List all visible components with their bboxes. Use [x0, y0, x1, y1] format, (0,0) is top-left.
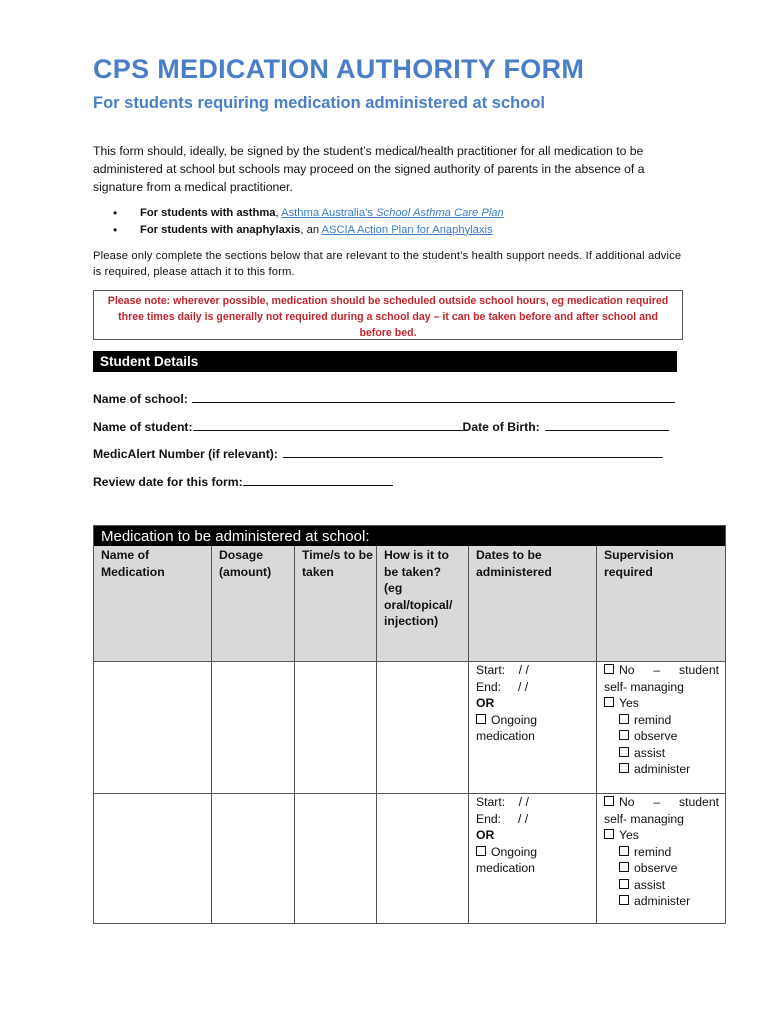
col-dosage: Dosage (amount) — [212, 546, 295, 661]
ongoing-checkbox[interactable] — [476, 846, 486, 856]
plan-bullet-list — [113, 205, 504, 238]
row2-times-cell[interactable] — [295, 793, 377, 923]
col-how-taken: How is it to be taken? (eg oral/topical/ injection) — [377, 546, 469, 661]
row2-how-cell[interactable] — [377, 793, 469, 923]
dob-label: Date of Birth: — [462, 420, 540, 434]
remind-checkbox[interactable] — [619, 846, 629, 856]
row2-dosage-cell[interactable] — [212, 793, 295, 923]
student-name-line[interactable] — [193, 418, 463, 431]
row1-dosage-cell[interactable] — [212, 661, 295, 793]
row2-dates-cell[interactable]: Start: / / End: / / OR Ongoing medication — [469, 793, 597, 923]
review-date-line[interactable] — [243, 473, 393, 486]
anaphylaxis-plan-link[interactable]: ASCIA Action Plan for Anaphylaxis — [321, 223, 493, 236]
row2-supervision-cell: No – student self- managing Yes remind observe assist administer — [597, 793, 725, 923]
list-item: • For students with asthma, Asthma Australia’s School Asthma Care Plan — [113, 205, 504, 222]
dob-line[interactable] — [545, 418, 669, 431]
intro-paragraph: This form should, ideally, be signed by the student’s medical/health practitioner for all medication to be administered at school but schools may proceed on the signed authority of parents in the absence of a signature from a medical practitioner. — [93, 144, 645, 194]
medicalert-field[interactable]: MedicAlert Number (if relevant): — [93, 445, 663, 461]
row1-times-cell[interactable] — [295, 661, 377, 793]
form-title: CPS MEDICATION AUTHORITY FORM — [93, 54, 585, 84]
col-medication-name: Name of Medication — [94, 546, 212, 661]
scheduling-note: Please note: wherever possible, medication should be scheduled outside school hours, eg medication required three times daily is generally not required during a school day – it can be taken before and after school and before bed. — [93, 290, 683, 340]
form-subtitle: For students requiring medication administered at school — [93, 94, 545, 112]
advice-paragraph: Please only complete the sections below that are relevant to the student’s health support needs. If additional advice is required, please attach it to this form. — [93, 250, 682, 278]
medicalert-line[interactable] — [283, 445, 663, 458]
row2-name-cell[interactable] — [94, 793, 212, 923]
row1-dates-cell[interactable]: Start: / / End: / / OR Ongoing medication — [469, 661, 597, 793]
yes-checkbox[interactable] — [604, 697, 614, 707]
medication-table — [93, 525, 726, 924]
col-supervision: Supervision required — [597, 546, 725, 661]
medication-section-heading: Medication to be administered at school: — [94, 526, 600, 546]
student-details-heading: Student Details — [93, 351, 677, 372]
review-date-field[interactable]: Review date for this form: — [93, 473, 393, 489]
school-name-field[interactable]: Name of school: — [93, 390, 675, 406]
student-name-field[interactable]: Name of student: Date of Birth: — [93, 418, 669, 434]
asthma-label: For students with asthma — [140, 207, 276, 219]
col-times: Time/s to be taken — [295, 546, 377, 661]
school-name-line[interactable] — [192, 390, 675, 403]
no-checkbox[interactable] — [604, 796, 614, 806]
yes-checkbox[interactable] — [604, 829, 614, 839]
ongoing-checkbox[interactable] — [476, 714, 486, 724]
observe-checkbox[interactable] — [619, 730, 629, 740]
no-checkbox[interactable] — [604, 664, 614, 674]
remind-checkbox[interactable] — [619, 714, 629, 724]
list-item: • For students with anaphylaxis, an ASCIA Action Plan for Anaphylaxis — [113, 222, 504, 239]
administer-checkbox[interactable] — [619, 895, 629, 905]
administer-checkbox[interactable] — [619, 763, 629, 773]
observe-checkbox[interactable] — [619, 862, 629, 872]
col-dates: Dates to be administered — [469, 546, 597, 661]
assist-checkbox[interactable] — [619, 879, 629, 889]
row1-name-cell[interactable] — [94, 661, 212, 793]
anaphylaxis-label: For students with anaphylaxis — [140, 223, 301, 236]
asthma-plan-link[interactable]: Asthma Australia’s School Asthma Care Plan — [281, 207, 504, 219]
row1-how-cell[interactable] — [377, 661, 469, 793]
row1-supervision-cell: No – student self- managing Yes remind observe assist administer — [597, 661, 725, 793]
assist-checkbox[interactable] — [619, 747, 629, 757]
